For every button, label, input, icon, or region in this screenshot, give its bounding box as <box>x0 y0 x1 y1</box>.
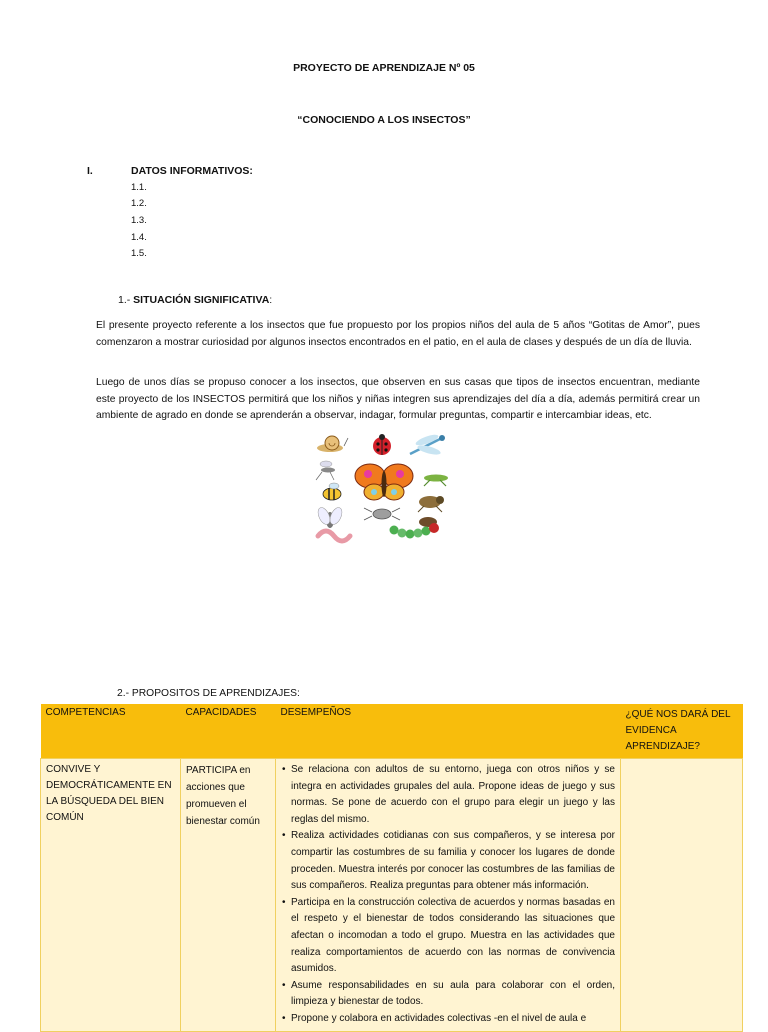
table-header-row <box>41 704 743 759</box>
propositos-heading: 2.- PROPOSITOS DE APRENDIZAJES: <box>117 688 300 699</box>
spider-icon <box>364 508 400 520</box>
propositos-table <box>40 704 743 1032</box>
desempenos-list <box>281 762 615 1028</box>
section-roman-numeral: I. <box>87 165 93 177</box>
bee-icon <box>323 483 341 500</box>
fly-icon <box>316 506 345 528</box>
situacion-paragraph-2: Luego de unos días se propuso conocer a los insectos, que observen en sus casas que tipos de insectos encuentran, mediante este proyecto de los INSECTOS permitirá que los niños y niñas integren sus aprendizajes del día a día, además permitirá crear un ambiente de agrado en donde se aprenderán a observar, indagar, formular preguntas, compartir e intercambiar ideas, etc. <box>96 377 700 421</box>
situacion-prefix: 1.- <box>118 294 134 306</box>
info-item: 1.1. <box>131 182 147 193</box>
cell-evidencia <box>621 759 743 1032</box>
list-item: • Se relaciona con adultos de su entorno, juega con otros niños y se integra en actividades grupales del aula. Propone ideas de juego y sus normas. Se pone de acuerdo con el grupo para elegir un juego y las reglas del mismo. <box>291 762 615 828</box>
cell-competencia: CONVIVE Y DEMOCRÁTICAMENTE EN LA BÚSQUEDA DEL BIEN COMÚN <box>41 759 181 1032</box>
situacion-paragraph-1: El presente proyecto referente a los insectos que fue propuesto por los propios niños del aula de 5 años “Gotitas de Amor”, pues comenzaron a mostrar curiosidad por algunos insectos encontrados en el patio, en el aula de clases y después de un día de lluvia. <box>96 320 700 348</box>
grasshopper-icon <box>424 475 448 487</box>
worm-icon <box>318 531 350 541</box>
list-item: • Realiza actividades cotidianas con sus compañeros, y se interesa por compartir las costumbres de su familia y conocer los lugares de donde proceden. Muestra interés por conocer las costumbres de las familias de sus compañeros. Realiza preguntas para obtener más información. <box>291 828 615 894</box>
cricket-icon <box>418 496 444 512</box>
situacion-title: SITUACIÓN SIGNIFICATIVA <box>133 294 270 306</box>
butterfly-icon <box>355 464 413 500</box>
list-item: • Asume responsabilidades en su aula para colaborar con el orden, limpieza y bienestar de todos. <box>291 978 615 1011</box>
table-row <box>41 759 743 1032</box>
header-competencias: COMPETENCIAS <box>41 704 181 759</box>
info-item: 1.3. <box>131 215 147 226</box>
cell-desempenos <box>276 759 621 1032</box>
mosquito-icon <box>316 461 335 480</box>
header-evidencia: ¿QUÉ NOS DARÁ DEL EVIDENCA APRENDIZAJE? <box>621 704 743 759</box>
caterpillar-icon <box>390 523 440 539</box>
snail-icon <box>317 436 348 452</box>
situacion-suffix: : <box>269 294 273 306</box>
info-item: 1.2. <box>131 198 147 209</box>
list-item: • Participa en la construcción colectiva de acuerdos y normas basadas en el respeto y el bienestar de todos considerando las situaciones que afectan o incomodan a todo el grupo. Muestra en las actividades que realiza comportamientos de acuerdo con las normas de convivencia asumidos. <box>291 895 615 978</box>
dragonfly-icon <box>410 433 445 457</box>
insects-illustration <box>312 432 456 548</box>
info-item: 1.4. <box>131 232 147 243</box>
header-desempenos: DESEMPEÑOS <box>276 704 621 759</box>
ladybug-icon <box>373 434 391 455</box>
document-title: PROYECTO DE APRENDIZAJE Nº 05 <box>293 62 475 74</box>
header-capacidades: CAPACIDADES <box>181 704 276 759</box>
info-item: 1.5. <box>131 248 147 259</box>
list-item: • Propone y colabora en actividades colectivas -en el nivel de aula e <box>291 1011 615 1028</box>
section-heading-datos: DATOS INFORMATIVOS: <box>131 165 253 177</box>
cell-capacidad: PARTICIPA en acciones que promueven el bienestar común <box>181 759 276 1032</box>
situacion-heading <box>118 294 272 306</box>
project-subtitle: “CONOCIENDO A LOS INSECTOS” <box>297 114 471 126</box>
